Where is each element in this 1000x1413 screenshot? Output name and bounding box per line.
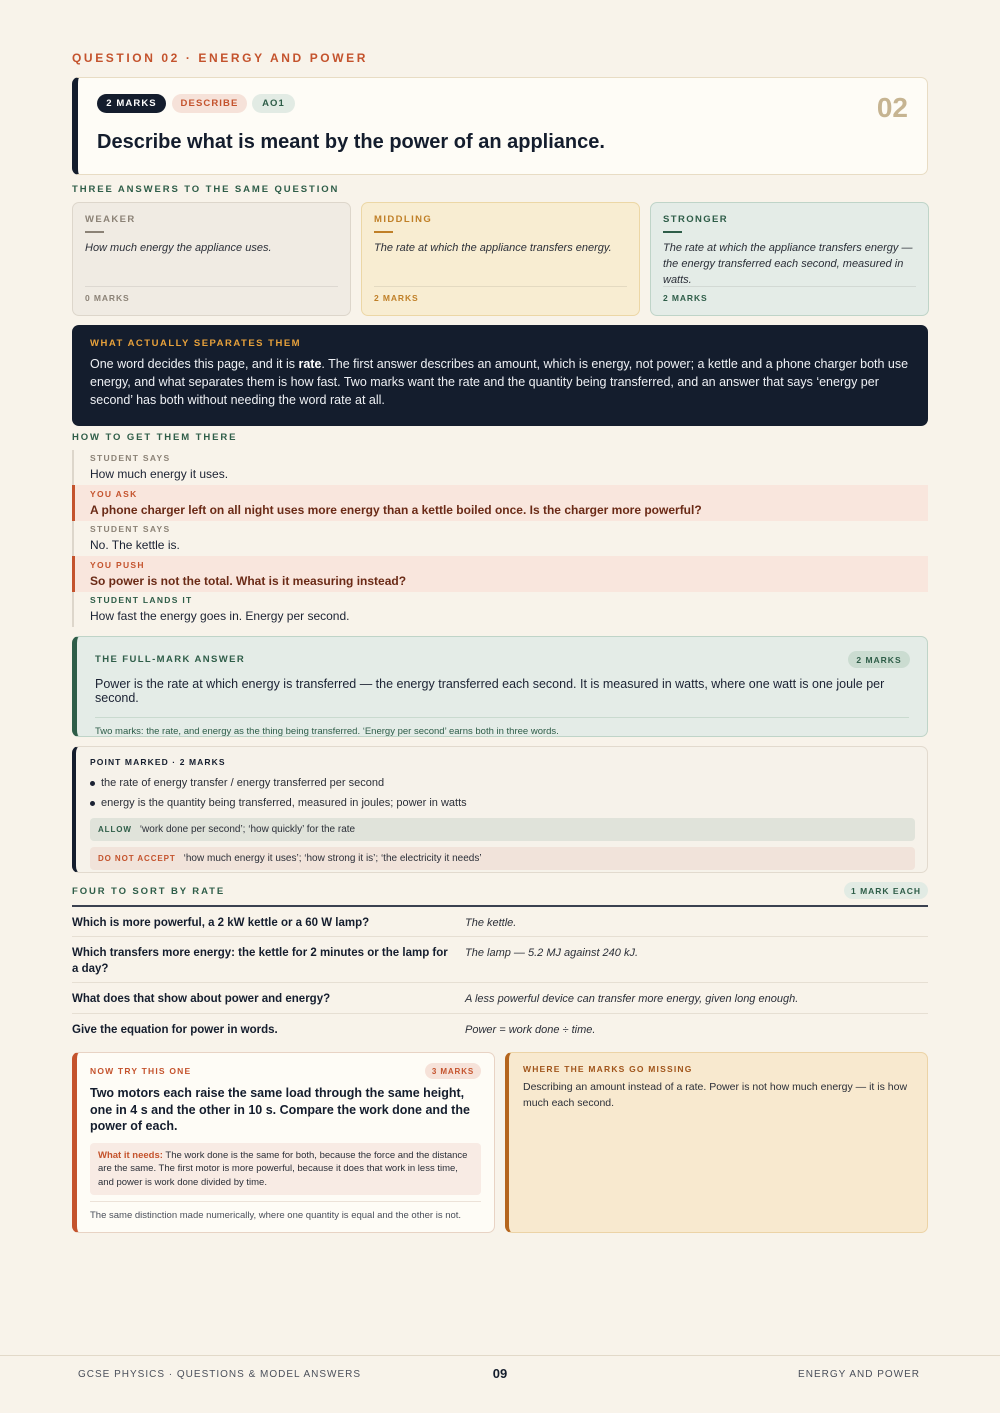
answer-marks: 0 MARKS (85, 286, 338, 303)
practice-marks-badge: 3 MARKS (425, 1063, 481, 1079)
speaker-label: STUDENT SAYS (90, 453, 171, 463)
full-mark-text: Power is the rate at which energy is transferred — the energy transferred each second. It is measured in watts, where one watt is one joule per second. (95, 677, 885, 705)
sort-answer: A less powerful device can transfer more energy, given long enough. (465, 993, 799, 1005)
practice-label: NOW TRY THIS ONE (90, 1066, 192, 1076)
sort-row (72, 907, 928, 937)
sort-question: Which transfers more energy: the kettle for 2 minutes or the lamp for a day? (72, 947, 448, 975)
full-mark-note: Two marks: the rate, and energy as the thing being transferred. ‘Energy per second’ earns both in three words. (95, 717, 909, 737)
explainer-intro: One word decides this page, and it is (90, 357, 299, 371)
answer-text: The rate at which the appliance transfers energy. (374, 242, 612, 254)
mark-points-list (90, 773, 915, 813)
answer-level: STRONGER (663, 214, 729, 225)
mark-point-text: the rate of energy transfer / energy transferred per second (101, 777, 385, 789)
speech-text: No. The kettle is. (90, 538, 180, 552)
dialogue-turn-teacher (72, 556, 928, 592)
common-errors-label: WHERE THE MARKS GO MISSING (523, 1064, 693, 1074)
sort-question: Give the equation for power in words. (72, 1024, 278, 1036)
answer-level: WEAKER (85, 214, 136, 225)
speaker-label: STUDENT SAYS (90, 524, 171, 534)
bullet-icon (90, 781, 95, 786)
answer-text: The rate at which the appliance transfers energy — the energy transferred each second, measured in watts. (663, 242, 913, 286)
practice-question: Two motors each raise the same load through the same height, one in 4 s and the other in 10 s. Compare the work done and the power of each. (90, 1086, 470, 1133)
sort-question: Which is more powerful, a 2 kW kettle or a 60 W lamp? (72, 917, 370, 929)
speech-text: How fast the energy goes in. Energy per second. (90, 609, 350, 623)
do-not-accept-text: ‘how much energy it uses’; ‘how strong it is’; ‘the electricity it needs’ (183, 853, 482, 864)
sort-answer: The lamp — 5.2 MJ against 240 kJ. (465, 947, 639, 959)
answers-section-label: THREE ANSWERS TO THE SAME QUESTION (72, 184, 340, 195)
stronger-answer-card (650, 202, 929, 316)
mark-point (90, 773, 915, 793)
section-kicker: QUESTION 02 · ENERGY AND POWER (72, 51, 369, 65)
practice-question-card (72, 1052, 495, 1233)
sort-marks-badge: 1 MARK EACH (844, 882, 928, 899)
sort-section-label: FOUR TO SORT BY RATE (72, 886, 226, 897)
mark-scheme-label: POINT MARKED · 2 MARKS (90, 757, 226, 767)
explainer-keyword: rate (298, 357, 322, 371)
mark-point (90, 793, 915, 813)
explainer-label: WHAT ACTUALLY SEPARATES THEM (90, 338, 302, 349)
footer-book-title: GCSE PHYSICS · QUESTIONS & MODEL ANSWERS (78, 1369, 362, 1380)
sort-row (72, 983, 928, 1014)
sort-row (72, 1014, 928, 1044)
speaker-label: STUDENT LANDS IT (90, 595, 193, 605)
explainer-rest: . The first answer describes an amount, which is energy, not power; a kettle and a phone charger both use energy, and what separates them is how fast. Two marks want the rate and the quantity being transferred, and an answer that says ‘energy per second’ has both without needing the word rate at all. (90, 357, 909, 407)
allow-row (90, 818, 915, 841)
speech-text: A phone charger left on all night uses more energy than a kettle boiled once. Is the charger more powerful? (90, 503, 702, 517)
common-errors-card (505, 1052, 928, 1233)
separation-explainer (72, 325, 928, 426)
do-not-accept-tag: DO NOT ACCEPT (98, 854, 176, 863)
allow-text: ‘work done per second’; ‘how quickly’ for the rate (139, 824, 356, 835)
dialogue-turn-teacher (72, 485, 928, 521)
do-not-accept-row (90, 847, 915, 870)
dialogue-turn-student (72, 450, 928, 485)
sort-answer: The kettle. (465, 917, 517, 929)
sort-answer: Power = work done ÷ time. (465, 1024, 596, 1036)
question-text: Describe what is meant by the power of an appliance. (97, 131, 605, 153)
question-number: 02 (876, 92, 908, 123)
dialogue-turn-student-lands (72, 592, 928, 627)
page-number: 09 (492, 1366, 508, 1381)
full-mark-answer-card (72, 636, 928, 737)
practice-footnote: The same distinction made numerically, where one quantity is equal and the other is not. (90, 1201, 481, 1221)
marks-pill: 2 MARKS (97, 94, 166, 113)
needs-label: What it needs: (98, 1149, 163, 1161)
mark-point-text: energy is the quantity being transferred, measured in joules; power in watts (101, 797, 467, 809)
practice-needs-box (90, 1143, 481, 1196)
answer-marks: 2 MARKS (663, 286, 916, 303)
middling-answer-card (361, 202, 640, 316)
sort-question: What does that show about power and energy? (72, 993, 331, 1005)
speaker-label: YOU ASK (90, 489, 138, 499)
explainer-body (90, 355, 910, 409)
mark-scheme-card (72, 746, 928, 873)
assessment-objective-pill: AO1 (252, 94, 295, 113)
bullet-icon (90, 801, 95, 806)
level-underline (374, 231, 393, 233)
dialogue-section-label: HOW TO GET THEM THERE (72, 432, 238, 443)
full-mark-label: THE FULL-MARK ANSWER (95, 654, 246, 665)
weaker-answer-card (72, 202, 351, 316)
speaker-label: YOU PUSH (90, 560, 145, 570)
level-underline (663, 231, 682, 233)
common-errors-text: Describing an amount instead of a rate. Power is not how much energy — it is how much each second. (523, 1081, 908, 1109)
answer-level: MIDDLING (374, 214, 433, 225)
dialogue-turn-student (72, 521, 928, 556)
needs-text: The work done is the same for both, because the force and the distance are the same. The first motor is more powerful, because it does that work in less time, and power is work done divided by time. (98, 1149, 468, 1188)
command-word-pill: DESCRIBE (172, 94, 247, 113)
sort-row (72, 937, 928, 983)
full-mark-badge: 2 MARKS (848, 651, 910, 668)
footer-chapter-title: ENERGY AND POWER (798, 1369, 920, 1380)
speech-text: How much energy it uses. (90, 467, 229, 481)
allow-tag: ALLOW (98, 825, 132, 834)
question-card (72, 77, 928, 175)
answer-text: How much energy the appliance uses. (85, 242, 272, 254)
level-underline (85, 231, 104, 233)
speech-text: So power is not the total. What is it measuring instead? (90, 574, 407, 588)
answer-marks: 2 MARKS (374, 286, 627, 303)
footer-divider (0, 1355, 1000, 1356)
